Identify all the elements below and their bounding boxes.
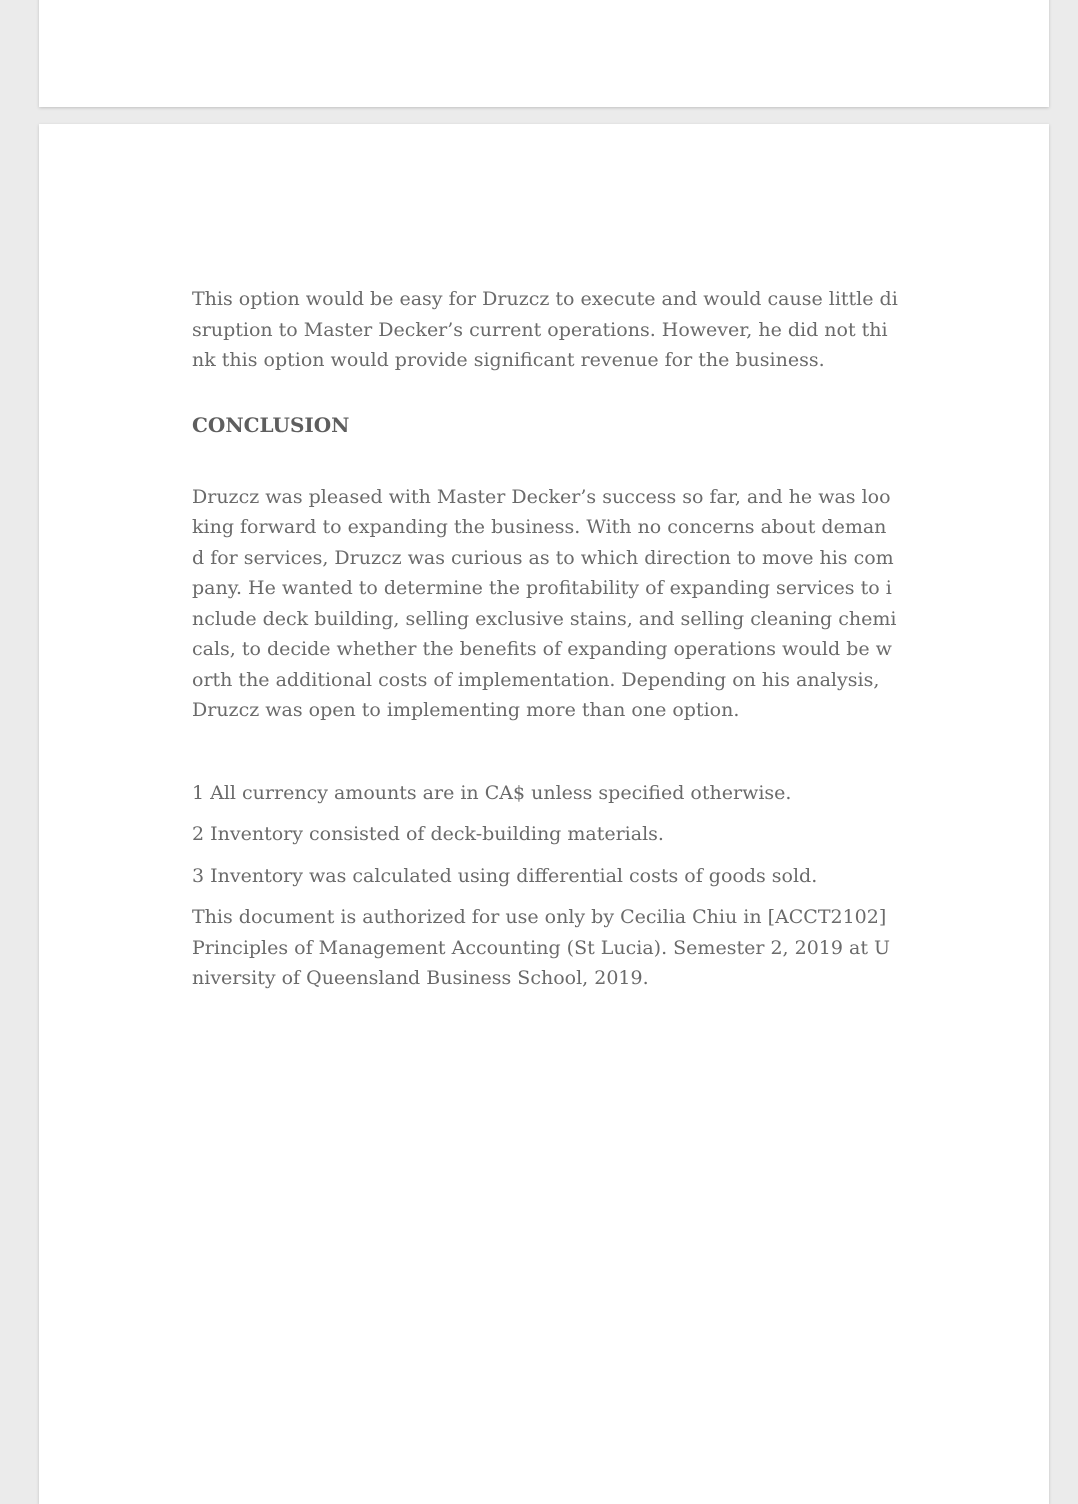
footnote-2: 2 Inventory consisted of deck-building materials. <box>192 823 664 845</box>
document-page <box>39 124 1049 1504</box>
previous-page <box>39 0 1049 107</box>
page-content <box>192 284 898 994</box>
footnote-3: 3 Inventory was calculated using differential costs of goods sold. <box>192 864 818 887</box>
authorization-notice: This document is authorized for use only by Cecilia Chiu in [ACCT2102] Principles of Management Accounting (St Lucia). Semester 2, 2019 at University of Queensland Business School, 2019. <box>192 906 891 989</box>
option-paragraph: This option would be easy for Druzcz to execute and would cause little disruption to Master Decker’s current operations. However, he did not think this option would provide significant revenue for the business. <box>192 288 898 371</box>
footnote-1: 1 All currency amounts are in CA$ unless specified otherwise. <box>192 781 792 804</box>
conclusion-paragraph: Druzcz was pleased with Master Decker’s success so far, and he was looking forward to expanding the business. With no concerns about demand for services, Druzcz was curious as to which direction to move his company. He wanted to determine the profitability of expanding services to include deck building, selling exclusive stains, and selling cleaning chemicals, to decide whether the benefits of expanding operations would be worth the additional costs of implementation. Depending on his analysis, Druzcz was open to implementing more than one option. <box>192 485 897 721</box>
conclusion-heading: CONCLUSION <box>192 412 350 437</box>
footnotes <box>192 778 898 994</box>
